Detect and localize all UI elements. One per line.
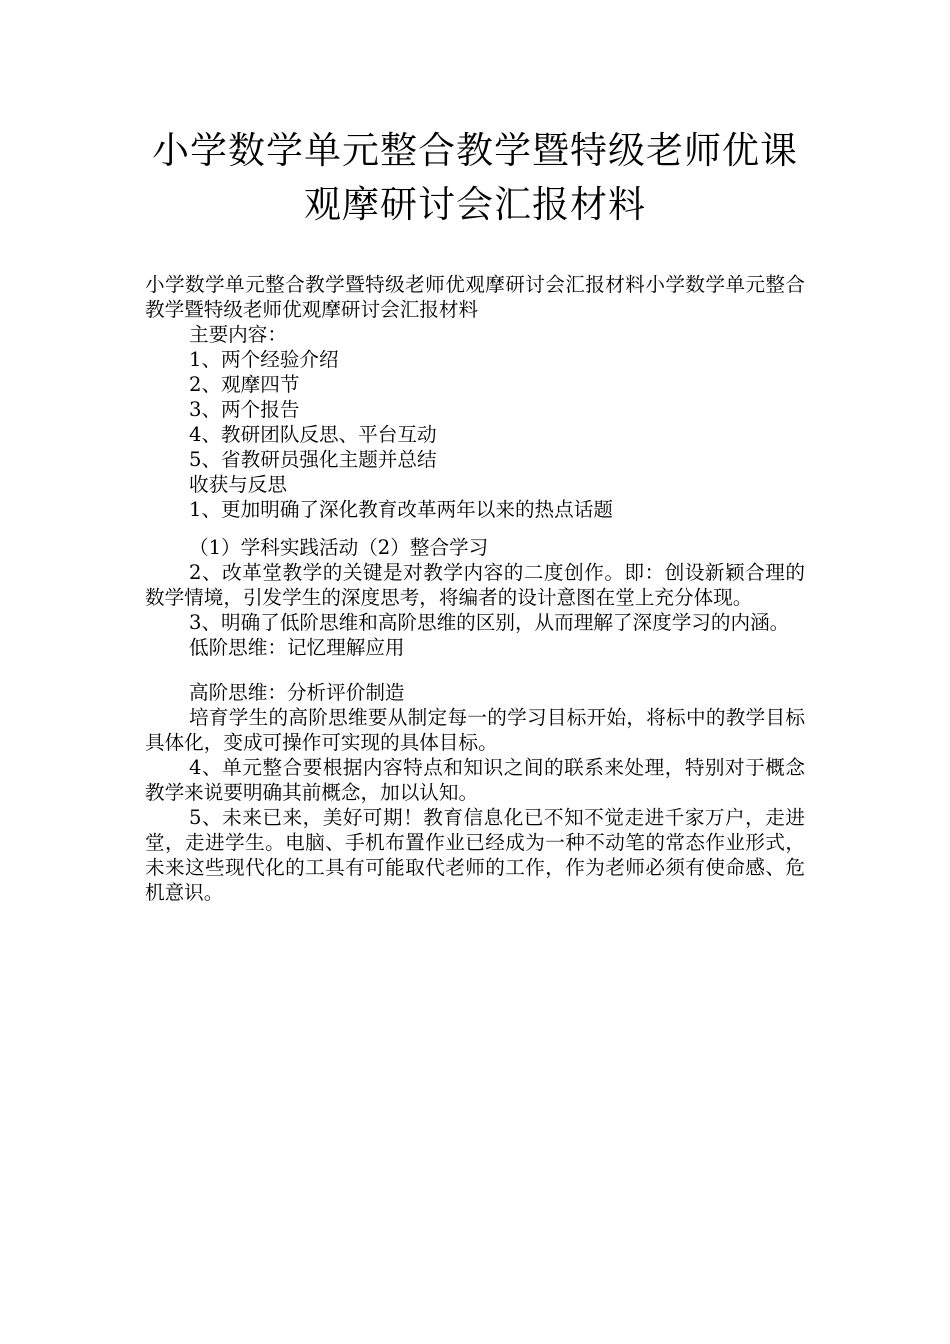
paragraph: （1）学科实践活动（2）整合学习 xyxy=(189,536,489,559)
paragraph: 高阶思维：分析评价制造 xyxy=(189,681,405,704)
document-title xyxy=(60,124,890,232)
list-item: 4、教研团队反思、平台互动 xyxy=(189,423,437,446)
document-body xyxy=(145,272,805,905)
list-item: 3、两个报告 xyxy=(189,398,300,421)
paragraph: 2、改革堂教学的关键是对教学内容的二度创作。即：创设新颖合理的数学情境，引发学生的深度思考，将编者的设计意图在堂上充分体现。 xyxy=(145,561,805,609)
intro-paragraph: 小学数学单元整合教学暨特级老师优观摩研讨会汇报材料小学数学单元整合教学暨特级老师优观摩研讨会汇报材料 xyxy=(145,273,805,321)
list-item: 2、观摩四节 xyxy=(189,373,300,396)
section-heading-main-content: 主要内容： xyxy=(189,323,287,346)
paragraph: 3、明确了低阶思维和高阶思维的区别，从而理解了深度学习的内涵。 xyxy=(189,611,790,634)
list-item: 1、两个经验介绍 xyxy=(189,348,339,371)
section-heading-reflection: 收获与反思 xyxy=(189,473,287,496)
paragraph: 1、更加明确了深化教育改革两年以来的热点话题 xyxy=(189,498,613,521)
paragraph: 低阶思维：记忆理解应用 xyxy=(189,636,405,659)
title-line-2: 观摩研讨会汇报材料 xyxy=(304,183,646,226)
paragraph: 5、未来已来，美好可期！教育信息化已不知不觉走进千家万户，走进堂，走进学生。电脑、手机布置作业已经成为一种不动笔的常态作业形式，未来这些现代化的工具有可能取代老师的工作，作为老师必须有使命感、危机意识。 xyxy=(145,806,805,904)
paragraph: 4、单元整合要根据内容特点和知识之间的联系来处理，特别对于概念教学来说要明确其前概念，加以认知。 xyxy=(145,756,805,804)
title-line-1: 小学数学单元整合教学暨特级老师优课 xyxy=(152,129,798,172)
list-item: 5、省教研员强化主题并总结 xyxy=(189,448,437,471)
paragraph: 培育学生的高阶思维要从制定每一的学习目标开始，将标中的教学目标具体化，变成可操作可实现的具体目标。 xyxy=(145,706,805,754)
